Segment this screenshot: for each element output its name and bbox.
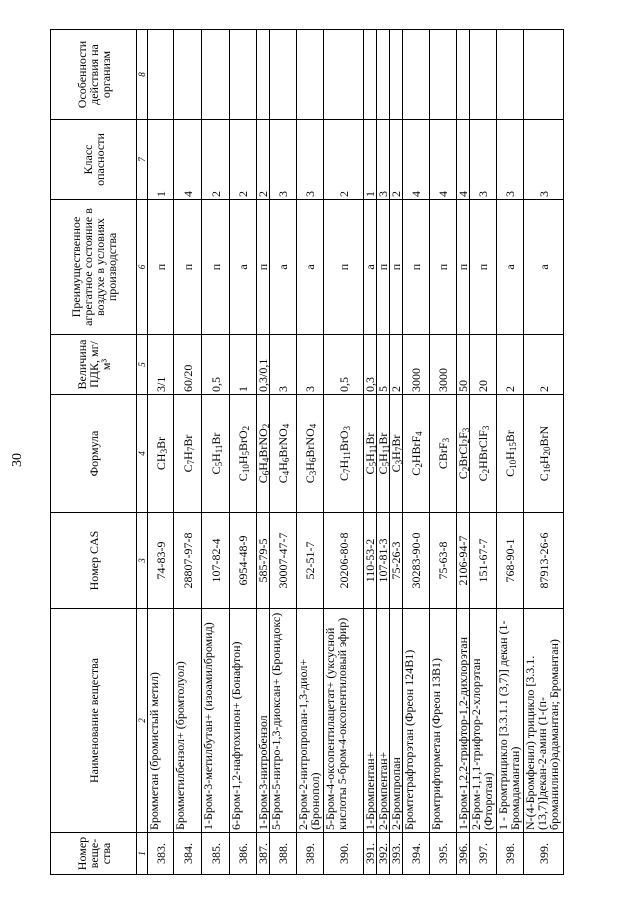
table-row	[270, 30, 297, 875]
cell-cas: 107-81-3	[377, 513, 390, 609]
cell-name: 1-Бром-3-нитробензол	[257, 609, 270, 833]
cell-formula: $C_2BrCl_2F_3$	[457, 395, 470, 513]
cell-number: 399.	[524, 833, 564, 875]
cell-class: 1	[148, 120, 174, 200]
cell-class: 2	[390, 120, 403, 200]
cell-name: 2-Бромпропан	[390, 609, 403, 833]
header-state: Преимущественное агрегатное состояние в воздухе в условиях производства	[51, 200, 137, 335]
column-number: 5	[137, 335, 148, 395]
table-row	[148, 30, 174, 875]
cell-name: Бромтрифторметан (Фреон 13B1)	[430, 609, 457, 833]
page-number: 30	[10, 453, 25, 467]
header-row	[51, 30, 137, 875]
cell-cas: 768-90-1	[497, 513, 524, 609]
cell-state: п	[148, 200, 174, 335]
cell-number: 387.	[257, 833, 270, 875]
cell-class: 2	[324, 120, 364, 200]
cell-pdk: 1	[230, 335, 257, 395]
cell-number: 393.	[390, 833, 403, 875]
cell-cas: 75-63-8	[430, 513, 457, 609]
cell-formula: $C_2HBrF_4$	[403, 395, 430, 513]
cell-number: 394.	[403, 833, 430, 875]
cell-name: 1 - Бромтрицикло [3.3.1.1 (3,7)] декан (1-Бромадамантан)	[497, 609, 524, 833]
cell-number: 390.	[324, 833, 364, 875]
table-row	[390, 30, 403, 875]
cell-formula: $C_6H_4BrNO_2$	[257, 395, 270, 513]
cell-name: 2-Бром-1,1,1-трифтор-2-хлорэтан (Фторотан)	[470, 609, 497, 833]
cell-pdk: 3/1	[148, 335, 174, 395]
cell-number: 395.	[430, 833, 457, 875]
cell-pdk: 50	[457, 335, 470, 395]
cell-cas: 2106-94-7	[457, 513, 470, 609]
cell-state: п	[174, 200, 202, 335]
cell-pdk: 0,5	[324, 335, 364, 395]
cell-class: 3	[497, 120, 524, 200]
cell-effect	[257, 30, 270, 120]
cell-effect	[324, 30, 364, 120]
cell-cas: 28807-97-8	[174, 513, 202, 609]
table-row	[364, 30, 377, 875]
cell-effect	[148, 30, 174, 120]
cell-pdk: 3000	[403, 335, 430, 395]
cell-state: п	[457, 200, 470, 335]
table-row	[230, 30, 257, 875]
cell-state: п	[202, 200, 230, 335]
substances-table	[50, 29, 564, 875]
cell-class: 1	[364, 120, 377, 200]
cell-state: а	[364, 200, 377, 335]
cell-number: 391.	[364, 833, 377, 875]
cell-state: п	[390, 200, 403, 335]
cell-pdk: 2	[524, 335, 564, 395]
cell-name: 1-Бромпентан+	[364, 609, 377, 833]
cell-class: 4	[457, 120, 470, 200]
cell-state: п	[257, 200, 270, 335]
cell-formula: $C_4H_6BrNO_4$	[270, 395, 297, 513]
cell-effect	[470, 30, 497, 120]
cell-number: 392.	[377, 833, 390, 875]
column-number: 2	[137, 609, 148, 833]
cell-number: 389.	[297, 833, 324, 875]
cell-cas: 75-26-3	[390, 513, 403, 609]
cell-number: 385.	[202, 833, 230, 875]
cell-class: 3	[524, 120, 564, 200]
cell-cas: 74-83-9	[148, 513, 174, 609]
cell-effect	[377, 30, 390, 120]
cell-pdk: 0,5	[202, 335, 230, 395]
table-body	[148, 30, 564, 875]
cell-pdk: 2	[497, 335, 524, 395]
table-row	[297, 30, 324, 875]
cell-effect	[390, 30, 403, 120]
rotated-table-frame	[50, 30, 622, 875]
cell-class: 4	[403, 120, 430, 200]
cell-effect	[430, 30, 457, 120]
cell-cas: 151-67-7	[470, 513, 497, 609]
cell-name: Бромметилбензол+ (бромтолуол)	[174, 609, 202, 833]
table-container	[50, 30, 622, 875]
cell-pdk: 0,3/0,1	[257, 335, 270, 395]
cell-state: п	[430, 200, 457, 335]
cell-formula: $C_2HBrClF_3$	[470, 395, 497, 513]
cell-pdk: 3	[297, 335, 324, 395]
header-pdk: Величина ПДК, мг/м³	[51, 335, 137, 395]
cell-effect	[202, 30, 230, 120]
cell-name: Бромметан (бромистый метил)	[148, 609, 174, 833]
table-row	[377, 30, 390, 875]
column-numbers-row	[137, 30, 148, 875]
cell-effect	[457, 30, 470, 120]
cell-effect	[524, 30, 564, 120]
cell-name: 5-Бром-5-нитро-1,3-диоксан+ (Бронидокс)	[270, 609, 297, 833]
cell-class: 4	[430, 120, 457, 200]
cell-cas: 30007-47-7	[270, 513, 297, 609]
table-row	[257, 30, 270, 875]
column-number: 7	[137, 120, 148, 200]
cell-number: 383.	[148, 833, 174, 875]
cell-class: 2	[202, 120, 230, 200]
cell-cas: 110-53-2	[364, 513, 377, 609]
cell-class: 2	[230, 120, 257, 200]
cell-formula: CBrF$_3$	[430, 395, 457, 513]
cell-formula: $C_3H_6BrNO_4$	[297, 395, 324, 513]
cell-state: а	[230, 200, 257, 335]
column-number: 6	[137, 200, 148, 335]
cell-state: п	[403, 200, 430, 335]
header-formula: Формула	[51, 395, 137, 513]
cell-class: 3	[297, 120, 324, 200]
cell-name: 6-Бром-1,2-нафтохинон+ (Бонафтон)	[230, 609, 257, 833]
cell-formula: $C_{16}H_{20}BrN$	[524, 395, 564, 513]
cell-state: а	[524, 200, 564, 335]
cell-cas: 52-51-7	[297, 513, 324, 609]
table-row	[324, 30, 364, 875]
header-cas: Номер CAS	[51, 513, 137, 609]
cell-number: 384.	[174, 833, 202, 875]
cell-number: 397.	[470, 833, 497, 875]
column-number: 1	[137, 833, 148, 875]
cell-formula: $C_7H_{11}BrO_3$	[324, 395, 364, 513]
cell-pdk: 0,3	[364, 335, 377, 395]
cell-class: 3	[270, 120, 297, 200]
column-number: 4	[137, 395, 148, 513]
cell-name: 5-Бром-4-оксопентилацетат+ (уксусной кислоты 5-бром-4-оксопентиловый эфир)	[324, 609, 364, 833]
cell-cas: 585-79-5	[257, 513, 270, 609]
column-number: 8	[137, 30, 148, 120]
cell-cas: 87913-26-6	[524, 513, 564, 609]
table-row	[403, 30, 430, 875]
cell-formula: $C_7H_7Br$	[174, 395, 202, 513]
cell-pdk: 3000	[430, 335, 457, 395]
cell-effect	[297, 30, 324, 120]
cell-pdk: 3	[270, 335, 297, 395]
cell-name: 1-Бром-3-метилбутан+ (изоамилбромид)	[202, 609, 230, 833]
cell-formula: $C_{10}H_5BrO_2$	[230, 395, 257, 513]
cell-cas: 20206-80-8	[324, 513, 364, 609]
cell-effect	[270, 30, 297, 120]
cell-effect	[364, 30, 377, 120]
table-row	[497, 30, 524, 875]
cell-name: 2-Бромпентан+	[377, 609, 390, 833]
cell-state: п	[377, 200, 390, 335]
cell-formula: $C_5H_{11}Br$	[377, 395, 390, 513]
cell-name: N-(4-Бромфенил) трицикло [3.3.1.(13,7)]декан-2-амин (1-(п-броманилино)адамантан; Бромантан)	[524, 609, 564, 833]
cell-cas: 30283-90-0	[403, 513, 430, 609]
cell-formula: $C_3H_7Br$	[390, 395, 403, 513]
cell-pdk: 5	[377, 335, 390, 395]
cell-number: 398.	[497, 833, 524, 875]
cell-name: Бромтетрафторэтан (Фреон 124B1)	[403, 609, 430, 833]
cell-effect	[403, 30, 430, 120]
cell-number: 388.	[270, 833, 297, 875]
cell-cas: 107-82-4	[202, 513, 230, 609]
header-class: Класс опасности	[51, 120, 137, 200]
cell-formula: $C_5H_{11}Br$	[202, 395, 230, 513]
cell-state: п	[470, 200, 497, 335]
cell-name: 2-Бром-2-нитропропан-1,3-диол+ (Бронопол)	[297, 609, 324, 833]
cell-pdk: 20	[470, 335, 497, 395]
cell-formula: $C_5H_{11}Br$	[364, 395, 377, 513]
cell-state: п	[324, 200, 364, 335]
cell-state: а	[270, 200, 297, 335]
cell-effect	[497, 30, 524, 120]
cell-pdk: 2	[390, 335, 403, 395]
cell-class: 3	[470, 120, 497, 200]
table-row	[457, 30, 470, 875]
cell-effect	[230, 30, 257, 120]
cell-state: а	[497, 200, 524, 335]
header-effect: Особенности действия на организм	[51, 30, 137, 120]
cell-effect	[174, 30, 202, 120]
column-number: 3	[137, 513, 148, 609]
table-row	[174, 30, 202, 875]
cell-name: 1-Бром-1,2,2-трифтор-1,2-дихлорэтан	[457, 609, 470, 833]
cell-class: 3	[377, 120, 390, 200]
table-row	[470, 30, 497, 875]
table-row	[202, 30, 230, 875]
table-row	[524, 30, 564, 875]
cell-pdk: 60/20	[174, 335, 202, 395]
cell-formula: $CH_3Br$	[148, 395, 174, 513]
cell-number: 396.	[457, 833, 470, 875]
table-row	[430, 30, 457, 875]
header-name: Наименование вещества	[51, 609, 137, 833]
cell-state: а	[297, 200, 324, 335]
cell-class: 4	[174, 120, 202, 200]
cell-class: 2	[257, 120, 270, 200]
header-num: Номер веще-ства	[51, 833, 137, 875]
cell-cas: 6954-48-9	[230, 513, 257, 609]
cell-number: 386.	[230, 833, 257, 875]
cell-formula: $C_{10}H_{15}Br$	[497, 395, 524, 513]
